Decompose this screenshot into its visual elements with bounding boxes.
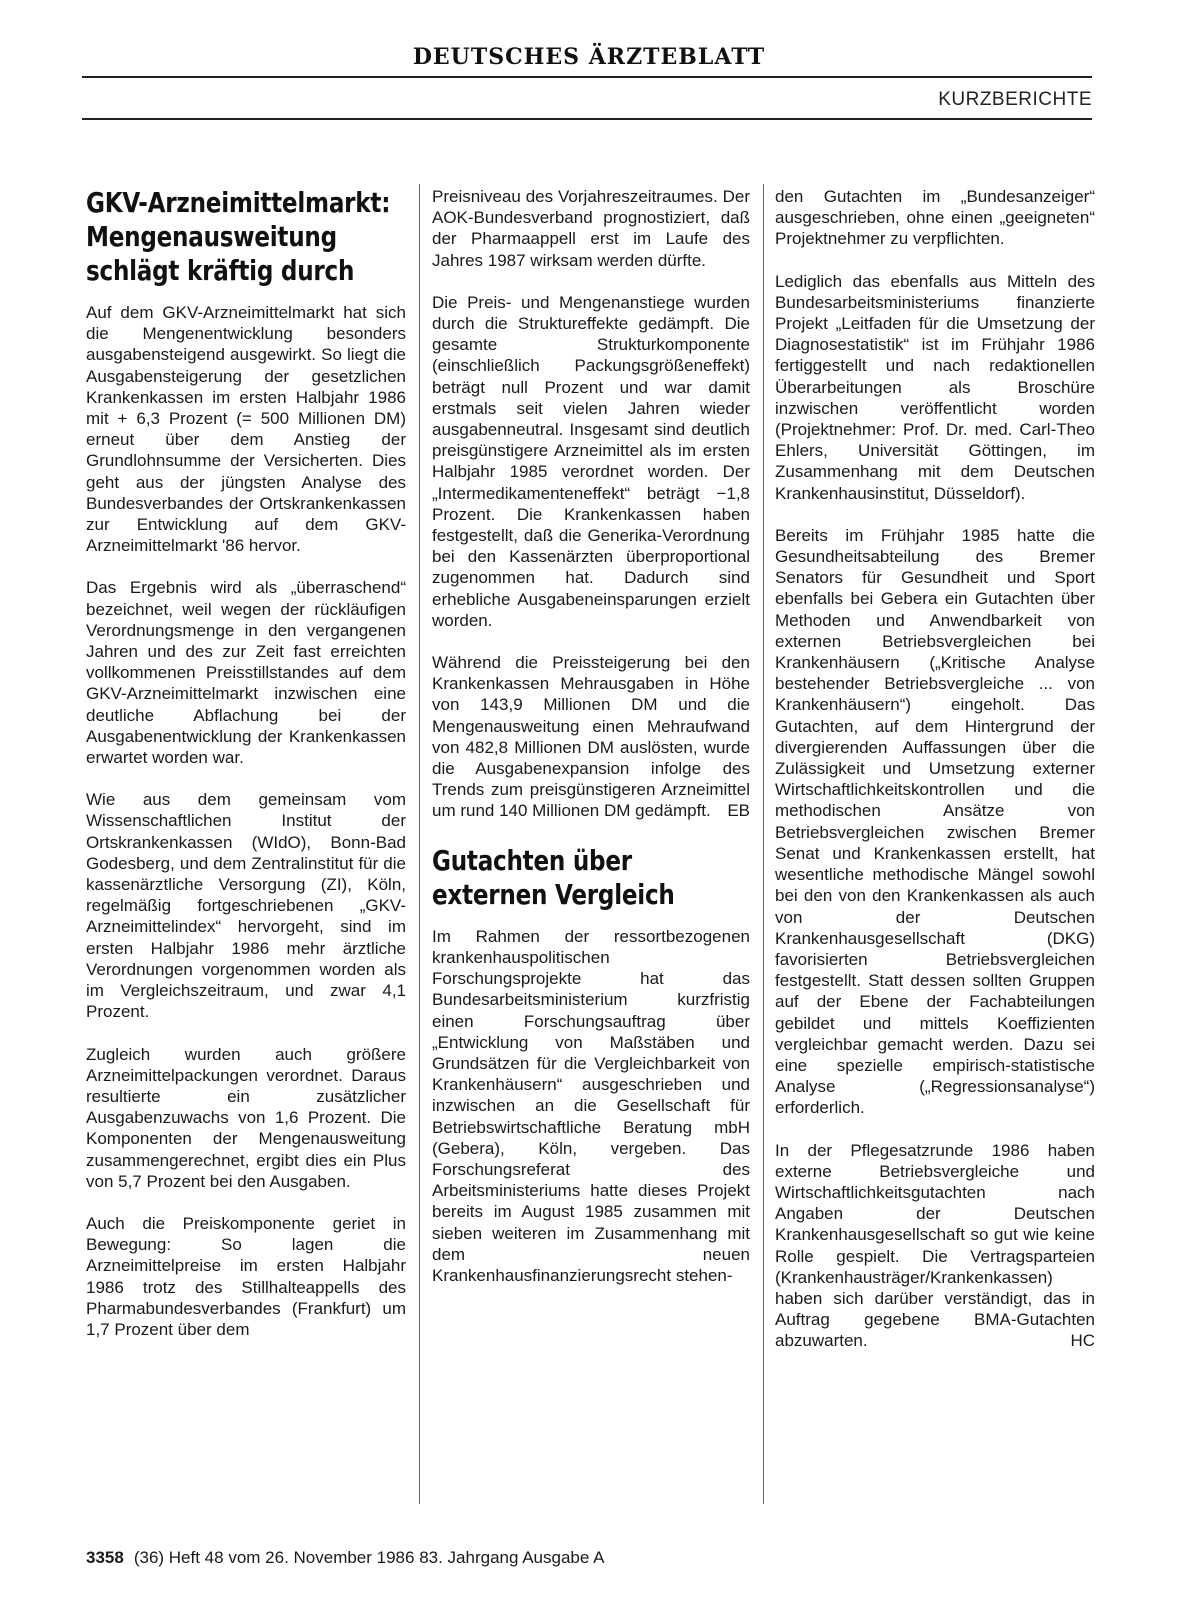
- section-rule: [82, 118, 1092, 120]
- article-1-paragraph: Preisniveau des Vorjahreszeitraumes. Der AOK-Bundesverband prognostiziert, daß der Pharmaappell erst im Laufe des Jahres 1987 wirksam werden dürfte.: [432, 187, 750, 270]
- masthead: DEUTSCHES ÄRZTEBLATT: [412, 44, 766, 70]
- article-1-signature: EB: [727, 801, 750, 821]
- article-1-paragraph: Wie aus dem gemeinsam vom Wissenschaftlichen Institut der Ortskrankenkassen (WIdO), Bonn-Bad Godesberg, und dem Zentralinstitut für die kassenärztliche Versorgung (ZI), Köln, regelmäßig fortgeschriebenen „GKV-Arzneimittelindex“ hervorgeht, sind im ersten Halbjahr 1986 mehr ärztliche Verordnungen vorgenommen worden als im Vergleichszeitraum, und zwar 4,1 Prozent.: [86, 790, 406, 1022]
- article-1-last-paragraph: Während die Preissteigerung bei den Krankenkassen Mehrausgaben in Höhe von 143,9 Millionen DM und die Mengenausweitung einen Mehraufwand von 482,8 Millionen DM auslösten, wurde die Ausgabenexpansion infolge des Trends zum preisgünstigeren Arzneimittel um rund 140 Millionen DM gedämpft.: [432, 653, 750, 821]
- article-2-paragraph: Im Rahmen der ressortbezogenen krankenhauspolitischen Forschungsprojekte hat das Bundesarbeitsministerium kurzfristig einen Forschungsauftrag über „Entwicklung von Maßstäben und Grundsätzen für die Vergleichbarkeit von Krankenhäusern“ ausgeschrieben und inzwischen an die Gesellschaft für Betriebswirtschaftliche Beratung mbH (Gebera), Köln, vergeben. Das Forschungsreferat des Arbeitsministeriums hatte dieses Projekt bereits im August 1985 zusammen mit sieben weiteren im Zusammenhang mit dem neuen Krankenhausfinanzierungsrecht stehen-: [432, 926, 750, 1285]
- issue-info: (36) Heft 48 vom 26. November 1986 83. Jahrgang Ausgabe A: [133, 1548, 605, 1567]
- article-1-paragraph: Auch die Preiskomponente geriet in Bewegung: So lagen die Arzneimittelpreise im ersten Halbjahr 1986 trotz des Stillhalteappells des Pharmabundesverbandes (Frankfurt) um 1,7 Prozent über dem: [86, 1213, 406, 1339]
- article-1-paragraph: Die Preis- und Mengenanstiege wurden durch die Struktureffekte gedämpft. Die gesamte Strukturkomponente (einschließlich Packungsgrößeneffekt) beträgt null Prozent und war damit erstmals seit vielen Jahren wieder ausgabenneutral. Insgesamt sind deutlich preisgünstigere Arzneimittel als im ersten Halbjahr 1985 verordnet worden. Der „Intermedikamenteneffekt“ beträgt −1,8 Prozent. Die Krankenkassen haben festgestellt, daß die Generika-Verordnung bei den Kassenärzten überproportional zugenommen hat. Dadurch sind erhebliche Ausgabeneinsparungen erzielt worden.: [432, 292, 750, 630]
- article-2-paragraph: [775, 1140, 1095, 1352]
- column-2: [432, 186, 750, 1307]
- column-1: [86, 186, 406, 1361]
- column-3: [775, 186, 1095, 1373]
- article-1-headline: GKV-Arzneimittelmarkt: Mengenausweitung schlägt kräftig durch: [86, 187, 391, 287]
- article-1-paragraph: Das Ergebnis wird als „überraschend“ bezeichnet, weil wegen der rückläufigen Verordnungsmenge in den vergangenen Jahren und des zur Zeit fast erreichten vollkommenen Preisstillstandes auf dem GKV-Arzneimittelmarkt inzwischen eine deutliche Abflachung bei der Ausgabenentwicklung der Krankenkassen erwartet worden war.: [86, 578, 406, 768]
- article-1-paragraph: Zugleich wurden auch größere Arzneimittelpackungen verordnet. Daraus resultierte ein zusätzlicher Ausgabenzuwachs von 1,6 Prozent. Die Komponenten der Mengenausweitung zusammengerechnet, ergibt dies ein Plus von 5,7 Prozent bei den Ausgaben.: [86, 1044, 406, 1191]
- section-label: KURZBERICHTE: [938, 89, 1092, 110]
- article-2-paragraph: den Gutachten im „Bundesanzeiger“ ausgeschrieben, ohne einen „geeigneten“ Projektnehmer zu verpflichten.: [775, 187, 1095, 249]
- article-2-signature: HC: [1070, 1331, 1095, 1351]
- page-number: 3358: [86, 1548, 124, 1567]
- article-2-last-paragraph: In der Pflegesatzrunde 1986 haben externe Betriebsvergleiche und Wirtschaftlichkeitsgutachten nach Angaben der Deutschen Krankenhausgesellschaft so gut wie keine Rolle gespielt. Die Vertragsparteien (Krankenhausträger/Krankenkassen) haben sich darüber verständigt, das in Auftrag gegebene BMA-Gutachten abzuwarten.: [775, 1140, 1095, 1351]
- article-2-headline: Gutachten über externen Vergleich: [432, 844, 675, 911]
- article-1-paragraph: [432, 652, 750, 822]
- article-1-paragraph: Auf dem GKV-Arzneimittelmarkt hat sich die Mengenentwicklung besonders ausgabensteigend ausgewirkt. So liegt die Ausgabensteigerung der gesetzlichen Krankenkassen im ersten Halbjahr 1986 mit + 6,3 Prozent (= 500 Millionen DM) erneut über dem Anstieg der Grundlohnsumme der Versicherten. Dies geht aus der jüngsten Analyse des Bundesverbandes der Ortskrankenkassen zur Entwicklung auf dem GKV-Arzneimittelmarkt '86 hervor.: [86, 303, 406, 556]
- column-divider: [763, 184, 764, 1504]
- header-rule: [82, 76, 1092, 78]
- page-footer: [86, 1548, 604, 1568]
- article-2-paragraph: Bereits im Frühjahr 1985 hatte die Gesundheitsabteilung des Bremer Senators für Gesundheit und Sport ebenfalls bei Gebera ein Gutachten über Methoden und Anwendbarkeit von externen Betriebsvergleichen bei Krankenhäusern („Kritische Analyse bestehender Betriebsvergleiche ... von Krankenhäusern“) eingeholt. Das Gutachten, auf dem Hintergrund der divergierenden Auffassungen über die Zulässigkeit und Umsetzung externer Wirtschaftlichkeitskontrollen und die methodischen Ansätze von Betriebsvergleichen zwischen Bremer Senat und Krankenkassen erstellt, hat wesentliche methodische Mängel sowohl bei den von den Krankenkassen als auch von der Deutschen Krankenhausgesellschaft (DKG) favorisierten Betriebsvergleichen festgestellt. Statt dessen sollten Gruppen auf der Ebene der Fachabteilungen gebildet und mittels Koeffizienten vergleichbar gemacht werden. Dazu sei eine spezielle empirisch-statistische Analyse („Regressionsanalyse“) erforderlich.: [775, 525, 1095, 1118]
- article-2-paragraph: Lediglich das ebenfalls aus Mitteln des Bundesarbeitsministeriums finanzierte Projekt „Leitfaden für die Umsetzung der Diagnosestatistik“ ist im Frühjahr 1986 fertiggestellt und nach redaktionellen Überarbeitungen als Broschüre inzwischen veröffentlicht worden (Projektnehmer: Prof. Dr. med. Carl-Theo Ehlers, Universität Göttingen, im Zusammenhang mit dem Deutschen Krankenhausinstitut, Düsseldorf).: [775, 271, 1095, 503]
- column-divider: [419, 184, 420, 1504]
